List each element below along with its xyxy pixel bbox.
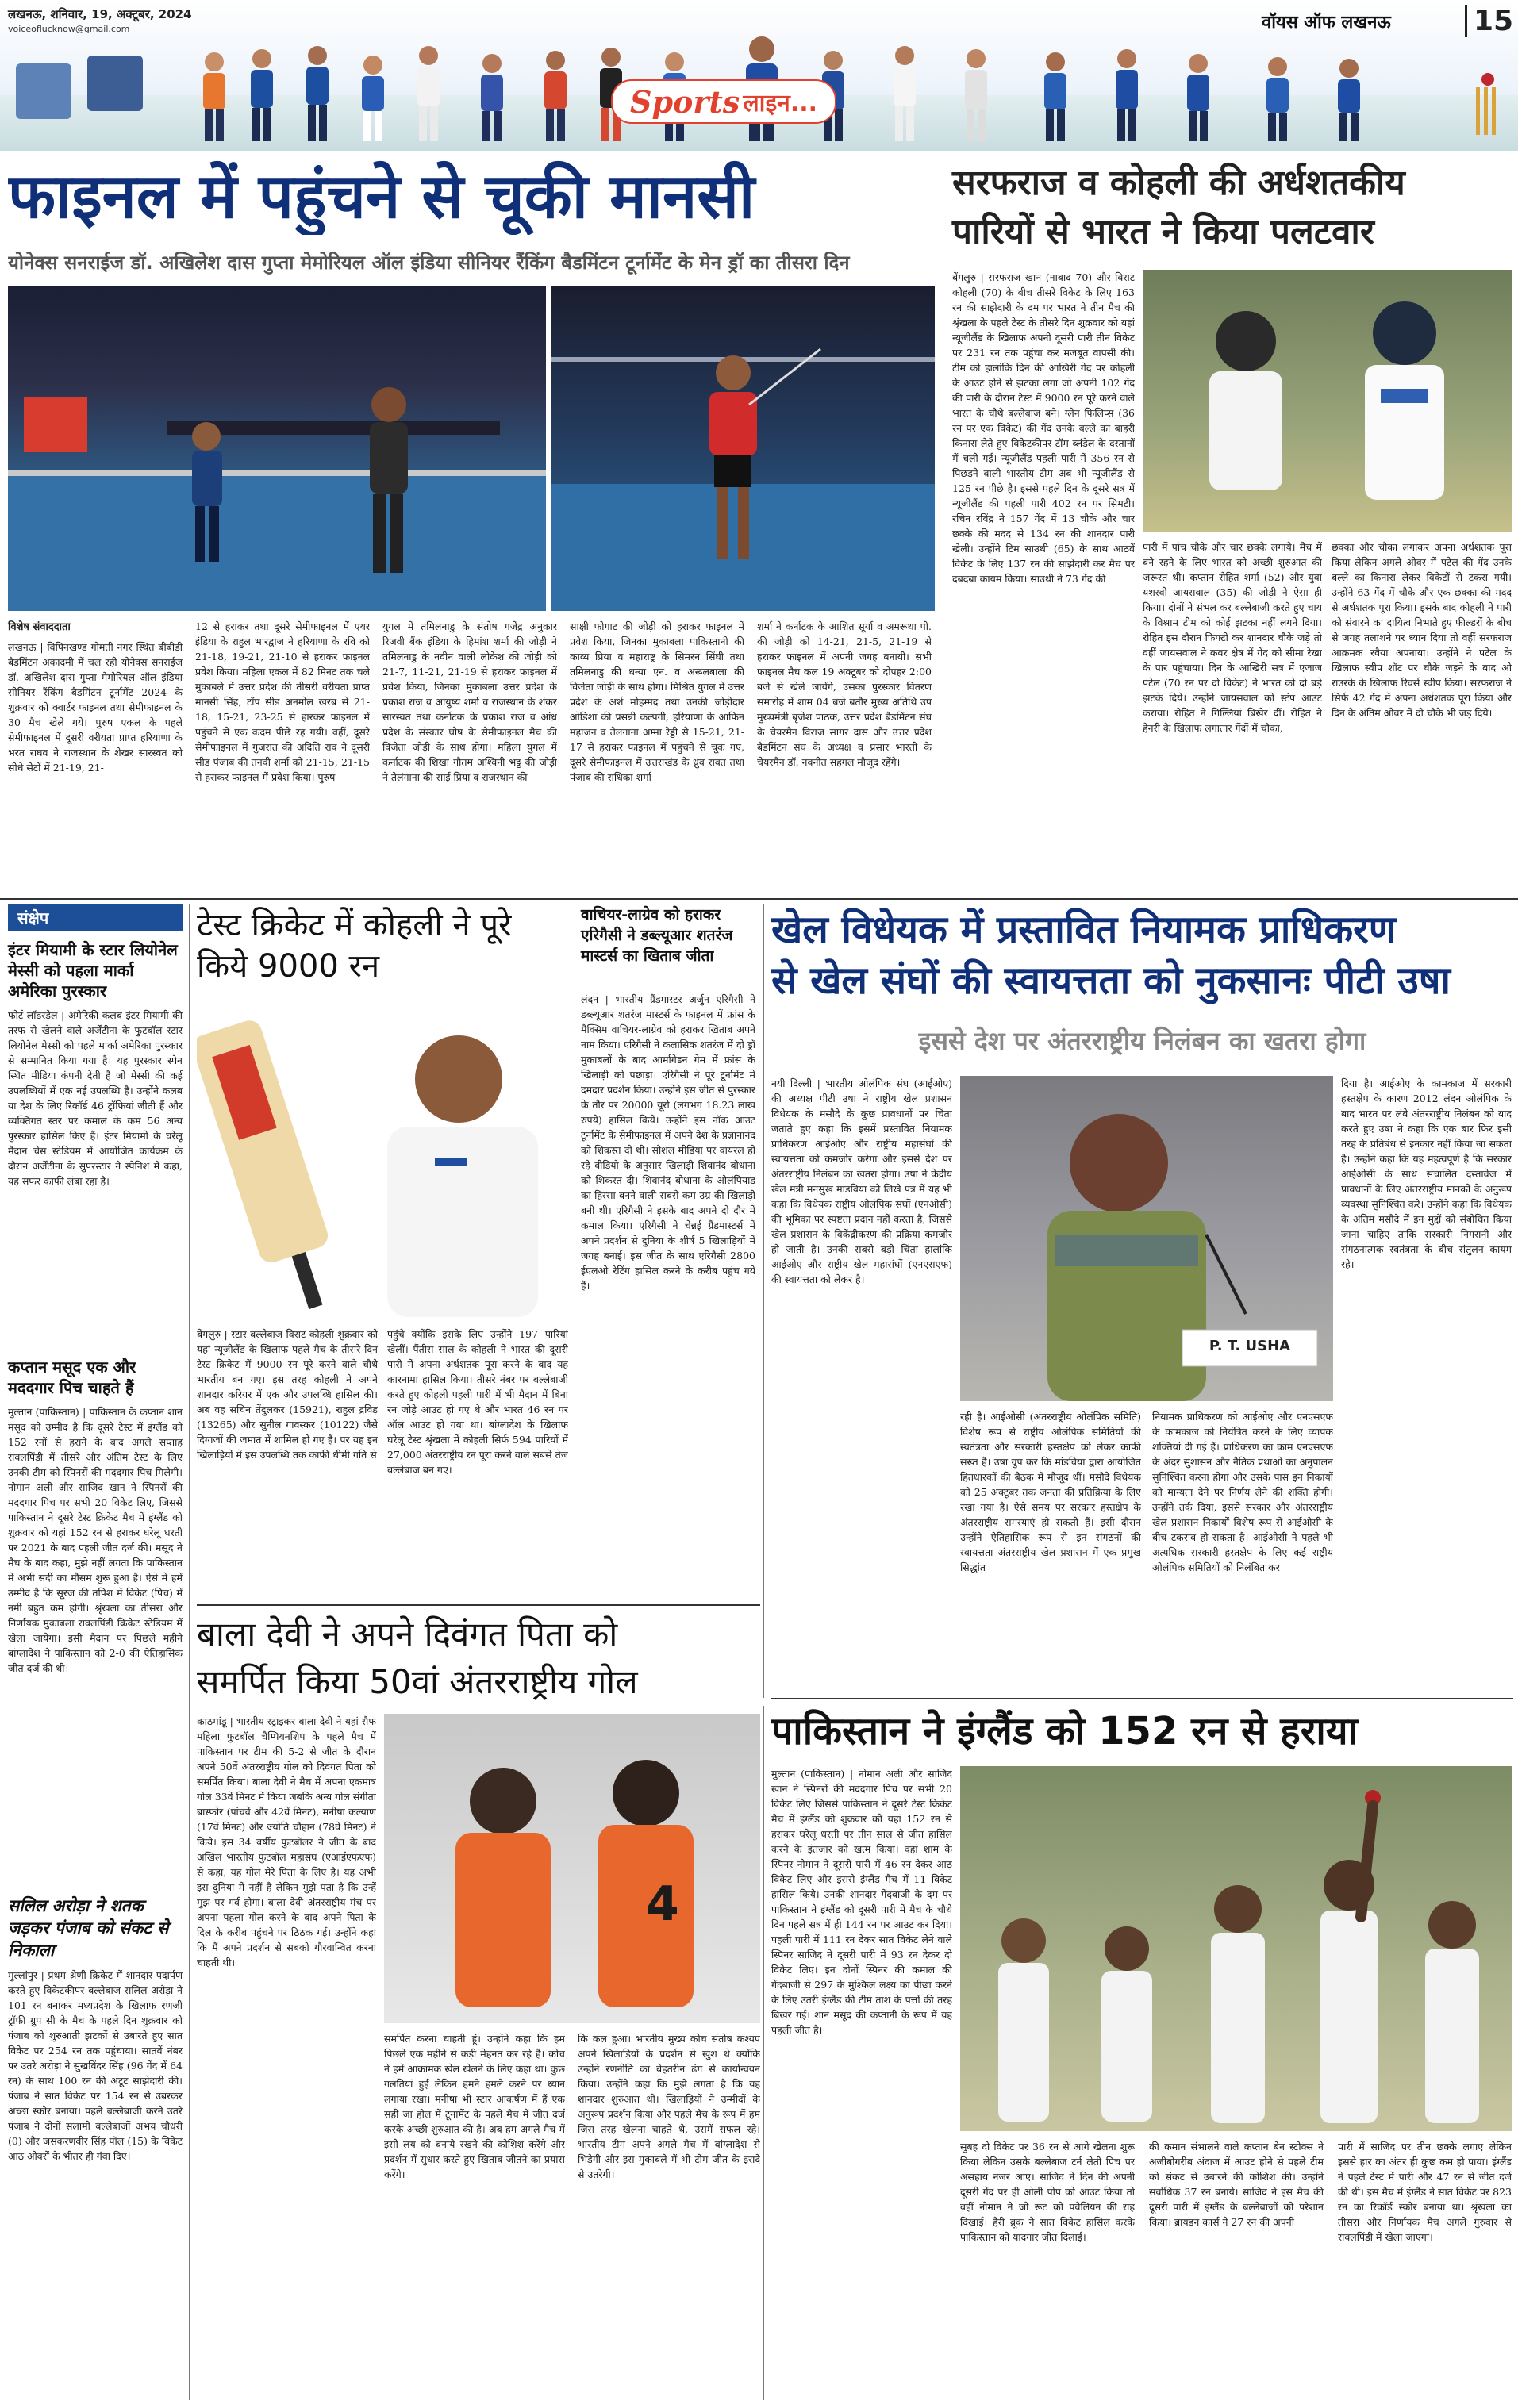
section-divider (771, 1698, 1513, 1699)
bala-col-3: कि कल हुआ। भारतीय मुख्य कोच संतोष कश्यप अपने खिलाड़ियों के प्रदर्शन से खुश थे क्योंकि उन्होंने रणनीति का बेहतरीन ढंग से कार्यान्वयन किया। उन्होंने कहा कि मुझे लगता है कि यह शानदार शुरुआत थी। खिलाड़ियों ने उम्मीदों के अनुरूप प्रदर्शन किया और पहले मैच के रूप में हम जिस तरह खेलना चाहते थे, उसमें सफल रहे। भारतीय टीम अपने अगले मैच में बांग्लादेश से भिड़ेगी और इस मुकाबले में भी टीम जीत के इरादे से उतरेगी। (578, 2033, 760, 2180)
brief-1-headline: इंटर मियामी के स्टार लियोनेल मेस्सी को पहला मार्का अमेरिका पुरस्कार (8, 940, 178, 1000)
headline-line-1: खेल विधेयक में प्रस्तावित नियामक प्राधिकरण (771, 908, 1397, 952)
contact-email: voiceoflucknow@gmail.com (8, 24, 130, 34)
arjun-text: लंदन | भारतीय ग्रैंडमास्टर अर्जुन एरिगैसी ने डब्ल्यूआर शतरंज मास्टर्स के फाइनल में फ्रांस के मैक्सिम वाचियर-लाग्रेव को हराकर खिताब अपने नाम किया। एरिगैसी ने कलासिक शतरंज में दो ड्रॉ मुकाबलों के बाद आर्मागेडन गेम में फ्रांस के खिलाड़ी को पछाड़ा। एरिगैसी ने पूरे टूर्नामेंट में दमदार प्रदर्शन किया। उन्होंने इस जीत से पुरस्कार के तौर पर 20000 यूरो (लगभग 18.23 लाख रुपये) हासिल किये। उन्होंने इस नॉक आउट टूर्नामेंट के सेमीफाइनल में अपने देश के प्रज्ञानानंद को शिकस्त दी थी। सोशल मीडिया पर वायरल हो रहे वीडियो के अनुसार खिलाड़ी शिवानंद बोधाना को शिकस्त दी। शिवानंद बोधाना के ओलंपियाड का हिस्सा बनने वाली सबसे कम उम्र की खिलाड़ी बनी थी। एरिगैसी ने इसके बाद अपने दो दौर में कमाल किया। एरिगैसी ने चेन्नई ग्रैंडमास्टर्स में अपने प्रदर्शन से दुनिया के शीर्ष 5 खिलाड़ियों में जगह बनाई। इस जीत के साथ एरिगैसी 2800 ईएलओ रेटिंग हासिल करने के करीब पहुंच गये हैं। (581, 993, 755, 1292)
brief-2-headline: कप्तान मसूद एक और मददगार पिच चाहते हैं (8, 1358, 136, 1397)
pak-photo (960, 1766, 1512, 2131)
usha-col-1: नयी दिल्ली | भारतीय ओलंपिक संघ (आईओए) की अध्यक्ष पीटी उषा ने राष्ट्रीय खेल प्रशासन विधेयक के मसौदे के कुछ प्रावधानों पर चिंता जताते हुए कहा कि इसमें प्रस्तावित नियामक प्राधिकरण आईओए और राष्ट्रीय महासंघों की स्वायत्तता को कमजोर करेगा और इससे देश पर अंतरराष्ट्रीय निलंबन का खतरा होगा। उषा ने केंद्रीय खेल मंत्री मनसुख मांडविया को लिखे पत्र में यह भी कहा कि विधेयक राष्ट्रीय ओलंपिक संघों (एनओसी) की भूमिका पर स्पष्टता प्रदान नहीं करता है, जिससे खेल प्रशासन के विकेंद्रीकरण की प्रक्रिया कमजोर हो जाती है। उनकी सबसे बड़ी चिंता हालांकि आईओए और राष्ट्रीय खेल महासंघों (एनएसएफ) की स्वायत्तता को लेकर है। (771, 1077, 952, 1285)
arjun-headline: वाचियर-लाग्रेव को हराकर एरिगैसी ने डब्ल्यूआर शतरंज मास्टर्स का खिताब जीता (581, 906, 733, 965)
column-divider (763, 904, 764, 1698)
usha-col-4: दिया है। आईओए के कामकाज में सरकारी हस्तक्षेप के कारण 2012 लंदन ओलंपिक के बाद भारत पर लंबे अंतरराष्ट्रीय निलंबन को याद करते हुए उषा ने कहा कि एक बार फिर इसी तरह के प्रतिबंध से इनकार नहीं किया जा सकता है। उन्होंने कहा कि यह महत्वपूर्ण है कि सरकार आईओसी के साथ संचालित दस्तावेज में प्रावधानों के लिए अंतरराष्ट्रीय मानकों के अनुरूप व्यवस्था सुनिश्चित करे। उन्होंने कहा कि विधेयक के अंतिम मसौदे में इन मुद्दों को संबोधित किया जाना चाहिए ताकि सरकारी निगरानी और संगठनात्मक स्वतंत्रता के बीच संतुलन कायम रहे। (1341, 1077, 1512, 1270)
mansi-col-1: लखनऊ | विपिनखण्ड गोमती नगर स्थित बीबीडी बैडमिंटन अकादमी में चल रही योनेक्स सनराईज डॉ. अखिलेश दास गुप्ता मेमोरियल ऑल इंडिया सीनियर रैंकिंग बैडमिंटन टूर्नामेंट 2024 के शुक्रवार को क्वार्टर फाइनल तथा सेमीफाइनल के 30 मैच खेले गये। पुरुष एकल के पहले सेमीफाइनल में दूसरी वरीयता प्राप्त हरियाणा के भरत राघव ने राजस्थान के शेखर सारस्वत को सीधे सेटों में 21-19, 21- (8, 641, 183, 774)
mansi-col-4: साक्षी फोगाट की जोड़ी को हराकर फाइनल में प्रवेश किया, जिनका मुकाबला पाकिस्तानी की काव्य प्रिया व महाराष्ट्र के सिमरन सिंघी तथा तमिलनाडु की धन्या एन. व अरूलबाला की विजेता जोड़ी के साथ होगा। मिश्रित युगल में उत्तर प्रदेश के अर्श मोहम्मद तथा उनकी जोड़ीदार ओडिशा की प्रसन्नी कल्पगी, हरियाणा के आफिन महाजन व तेलंगाना अम्मा रेड्डी से 15-21, 21-17 से हराकर फाइनल में पहुंचने से चूक गए, दूसरे सेमीफाइनल में उत्तराखंड के ध्रुव रावत तथा पंजाब की राधिका शर्मा (570, 620, 744, 783)
pak-col-4: पारी में साजिद पर तीन छक्के लगाए लेकिन इससे हार का अंतर ही कुछ कम हो पाया। इंग्लैंड ने पहले टेस्ट में पारी और 47 रन से जीत दर्ज की थी। इस मैच में इंग्लैंड ने सात विकेट पर 823 रन का रिकॉर्ड स्कोर बनाया था। श्रृंखला का तीसरा और निर्णायक मैच अगले गुरुवार से रावलपिंडी में खेला जाएगा। (1338, 2141, 1512, 2243)
svg-text:4: 4 (646, 1876, 679, 1932)
pak-col-2: सुबह दो विकेट पर 36 रन से आगे खेलना शुरू किया लेकिन उसके बल्लेबाज टर्न लेती पिच पर असहाय नजर आए। साजिद ने दिन की अपनी दूसरी गेंद पर ही ओली पोप को आउट किया तो वहीं नोमान ने जो रूट को पवेलियन की राह दिखाई। हैरी ब्रूक ने सात विकेट हासिल करके पाकिस्तान को यादगार जीत दिलाई। (960, 2141, 1135, 2243)
section-title-hi: लाइन... (743, 89, 818, 117)
kohli-sarfaraz-col-3: छक्का और चौका लगाकर अपना अर्धशतक पूरा किया लेकिन अगले ओवर में पटेल की गेंद उनके बल्ले का किनारा लेकर विकेटों से टकरा गयी। उन्होंने 63 गेंद में चौके और एक छक्का की मदद से अर्धशतक पूरा किया। इसके बाद कोहली ने पारी को संवारने का दायित्व निभाते हुए फील्डरों के बीच से जगह तलाशने पर ध्यान दिया तो वहीं सरफराज आक्रमक रवैया अपनाया। उन्होंने ने पटेल के खिलाफ स्वीप शॉट पर चौके जड़ने के बाद ओ राउरके के खिलाफ रिवर्स स्वीप किया। सरफराज ने सिर्फ 42 गेंद में अपना अर्धशतक पूरा किया और दिन के अंतिम ओवर में दो चौके भी जड़ दिये। (1332, 541, 1512, 719)
usha-photo (960, 1076, 1333, 1401)
mansi-col-5: शर्मा ने कर्नाटक के आशित सूर्या व अमरूथा पी. की जोड़ी को 14-21, 21-5, 21-19 से हराकर फाइनल में अपनी जगह बनायी। सभी फाइनल मैच कल 19 अक्टूबर को दोपहर 2:00 बजे से खेले जायेंगे, उसका पुरस्कार वितरण समारोह में शाम 04 बजे बतौर मुख्य अतिथि उप मुख्यमंत्री बृजेश पाठक, उत्तर प्रदेश बैडमिंटन संघ के चेयरमैन विराज सागर दास और उत्तर प्रदेश बैडमिंटन संघ के अध्यक्ष व प्रसार भारती के चेयरमैन डॉ. नवनीत सहगल मौजूद रहेंगे। (757, 620, 932, 768)
stumps-icon (1476, 73, 1496, 135)
bala-col-2: समर्पित करना चाहती हूं। उन्होंने कहा कि हम पिछले एक महीने से कड़ी मेहनत कर रहे हैं। कोच ने हमें आक्रामक खेल खेलने के लिए कहा था। कुछ गलतियां हुईं लेकिन हमने हमले करने पर ध्यान लगाया रखा। मनीषा भी स्टार आकर्षण में हैं एक सही जा होल में टूनामेंट के पहले मैच में जीत दर्ज करके अच्छी शुरुआत की है। अब हम अगले मैच में इसी लय को बनाये रखने की कोशिश करेंगे और प्रदर्शन में सुधार करते हुए खिताब जीतने का प्रयास करेंगे। (384, 2033, 565, 2180)
brand-name: वॉयस ऑफ लखनऊ (1262, 13, 1391, 33)
kohli-sarfaraz-col-2: पारी में पांच चौके और चार छक्के लगाये। मैच में बने रहने के लिए भारत को अच्छी शुरुआत की जरूरत थी। कप्तान रोहित शर्मा (52) और युवा यशस्वी जायसवाल (35) की जोड़ी ने ऐसा ही किया। दोनों ने संभल कर बल्लेबाजी करते हुए चाय के विश्राम टीम को कोई झटका नहीं लगने दिया। रोहित इस दौरान फिफ्टी कर शानदार चौके जड़े तो वहीं जायसवाल ने कवर क्षेत्र में गेंद को सीमा रेखा के पार पहुंचाया। दिन के आखिरी सत्र में एजाज पटेल (70 रन पर दो विकेट) ने भारत को दो बड़े झटके दिये। उन्होंने जायसवाल को स्टंप आउट कराया। रोहित ने गिल्लियां बिखेर दीं। रोहित ने हेनरी के खिलाफ लगातार गेंदों में चौका, (1143, 541, 1322, 734)
pak-headline: पाकिस्तान ने इंग्लैंड को 152 रन से हराया (771, 1709, 1359, 1753)
usha-col-3: नियामक प्राधिकरण को आईओए और एनएसएफ के कामकाज को नियंत्रित करने के लिए व्यापक शक्तियां दी गई हैं। प्राधिकरण का काम एनएसएफ के अंदर सुशासन और नैतिक प्रथाओं का अनुपालन सुनिश्चित करना होगा और उसके पास इन निकायों को मान्यता देने पर निर्णय लेने की शक्ति होगी। उन्होंने तर्क दिया, इससे सरकार और अंतरराष्ट्रीय खेल प्रशासन निकायों विशेष रूप से आईओसी के बीच टकराव हो सकता है। आईओसी ने पहले भी अत्यधिक सरकारी हस्तक्षेप के लिए कई राष्ट्रीय ओलंपिक समितियों को निलंबित कर (1152, 1411, 1333, 1573)
brief-3-text: मुल्लांपुर | प्रथम श्रेणी क्रिकेट में शानदार पदार्पण करते हुए विकेटकीपर बल्लेबाज सलिल अरोड़ा ने 101 रन बनाकर मध्यप्रदेश के खिलाफ रणजी ट्रॉफी ग्रुप सी के मैच के पहले दिन शुक्रवार को पंजाब को शुरुआती झटकों से उबारते हुए सात विकेट पर 254 रन तक पहुंचाया। सातवें नंबर पर उतरे अरोड़ा ने सुखविंदर सिंह (96 गेंद में 64 रन) के साथ 100 रन की अटूट साझेदारी की। पंजाब ने सात विकेट पर 154 रन से उबरकर अच्छा स्कोर बनाया। पहले बल्लेबाजी करने उतरे पंजाब ने दोनों सलामी बल्लेबाजों अभय चौधरी (0) और जसकरणवीर सिंह पॉल (15) के विकेट आठ ओवरों के भीतर ही गंवा दिए। (8, 1969, 183, 2162)
column-divider (189, 904, 190, 2400)
mansi-col-2: 12 से हराकर तथा दूसरे सेमीफाइनल में एयर इंडिया के राहुल भारद्वाज ने हरियाणा के रवि को 21-18, 19-21, 21-10 से हराकर फाइनल प्रवेश किया। महिला एकल में 82 मिनट तक चले मुकाबले में उत्तर प्रदेश की तीसरी वरीयता प्राप्त मानसी सिंह, टॉप सीड अनमोल खरब से 21-18, 15-21, 23-25 से हारकर फाइनल में पहुंचने से एक कदम पीछे रह गयी। वहीं, दूसरे सेमीफाइनल में गुजरात की अदिति राव ने दूसरी सीड पंजाब की तनवी शर्मा को 21-15, 21-15 से हराकर फाइनल में प्रवेश किया। पुरुष (195, 620, 370, 783)
headline-line-2: से खेल संघों की स्वायत्तता को नुकसानः पीटी उषा (771, 958, 1451, 1003)
brief-2-text: मुल्तान (पाकिस्तान) | पाकिस्तान के कप्तान शान मसूद को उम्मीद है कि दूसरे टेस्ट में इंग्लैंड को 152 रनों से हराने के बाद अगले सप्ताह रावलपिंडी में तीसरे और अंतिम टेस्ट के लिए उनकी टीम को स्पिनरों की मददगार पिच मिलेगी। नोमान अली और साजिद खान ने स्पिनरों की मददगार पिच पर सभी 20 विकेट लिए, जिससे पाकिस्तान ने दूसरे टेस्ट क्रिकेट मैच में इंग्लैंड को शुक्रवार को यहां 152 रन से हराकर घरेलू धरती पर 2021 के बाद पहली जीत दर्ज की। मसूद ने मैच के बाद कहा, मुझे नहीं लगता कि पाकिस्तान में अभी सर्दी का मौसम शुरू हुआ है। ऐसे में हमें उम्मीद है कि सूरज की तपिश में विकेट (पिच) में नमी बहुत कम होगी। श्रृंखला का तीसरा और निर्णायक मुकाबला रावलपिंडी क्रिकेट स्टेडियम में खेला जायेगा। इसी मैदान पर पिछले महीने बांग्लादेश ने पाकिस्तान को 2-0 की ऐतिहासिक जीत दर्ज की थी। (8, 1406, 183, 1674)
dateline: लखनऊ, शनिवार, 19, अक्टूबर, 2024 (8, 7, 192, 21)
mansi-headline: फाइनल में पहुंचने से चूकी मानसी (8, 161, 755, 232)
mansi-byline (8, 619, 183, 633)
section-title (611, 79, 836, 124)
kohli9000-photo (197, 992, 568, 1317)
mansi-col-3: युगल में तमिलनाडु के संतोष गजेंद्र अनुकार रिजवी बैंक इंडिया के हिमांश शर्मा की जोड़ी ने तमिलनाडु के नवीन वाली लोकेश की जोड़ी को 21-7, 11-21, 21-19 से हराकर फाइनल में प्रवेश किया, जिनका मुकाबला उत्तर प्रदेश के प्रकाश राज व आयुष्य शर्मा व राजस्थान के शंकर सारस्वत तथा कर्नाटक के प्रकाश राज व आंध्र प्रदेश के संस्कार घोष के सेमीफाइनल मैच की विजेता जोड़ी के साथ होगा। महिला युगल में कर्नाटक की शिखा गौतम अश्विनी भट्ट की जोड़ी ने तेलंगाना की साई प्रिया व राजस्थान की (382, 620, 557, 783)
section-divider (0, 898, 1518, 900)
pak-col-1: मुल्तान (पाकिस्तान) | नोमान अली और साजिद खान ने स्पिनरों की मददगार पिच पर सभी 20 विकेट लिए जिससे पाकिस्तान ने दूसरे टेस्ट क्रिकेट मैच में इंग्लैंड को शुक्रवार को यहां 152 रन से हराकर घरेलू धरती पर तीन साल से जीत हासिल करने के इंतजार को खत्म किया। वहां शाम के स्पिनर नोमान ने दूसरी पारी में 46 रन देकर आठ विकेट लिए और इससे इंग्लैंड मैच में 11 विकेट हासिल किये। उनकी शानदार गेंदबाजी के दम पर पाकिस्तान ने इंग्लैंड को दूसरी पारी में मैच के चौथे दिन पहले सत्र में ही 144 रन पर आउट कर दिया। पहली पारी में 111 रन देकर सात विकेट लेने वाले स्पिनर साजिद ने दूसरी पारी में 93 रन देकर दो विकेट लिए। इन दोनों स्पिनर की कमाल की गेंदबाजी से 297 के मुश्किल लक्ष्य का पीछा करने के लिए उतरी इंग्लैंड की टीम ताश के पत्तों की तरह बिखर गई। शान मसूद की कप्तानी के रूप में यह पहली जीत है। (771, 1768, 952, 2036)
section-divider (197, 1604, 760, 1606)
page-number: 15 (1465, 5, 1513, 37)
kohli-sarfaraz-headline (952, 159, 1512, 257)
kohli-sarfaraz-col-1: बेंगलुरु | सरफराज खान (नाबाद 70) और विराट कोहली (70) के बीच तीसरे विकेट के लिए 163 रन की साझेदारी के दम पर भारत ने तीन मैच की श्रृंखला के पहले टेस्ट के तीसरे दिन शुक्रवार को यहां न्यूजीलैंड के खिलाफ अपनी दूसरी पारी तीन विकेट पर 231 रन तक पहुंचा कर मजबूत वापसी की। टीम को हालांकि दिन की आखिरी गेंद पर कोहली के आउट होने से झटका लगा जो अपनी 102 गेंद की पारी के दौरान टेस्ट में 9000 रन पूरे करने वाले भारत के चौथे बल्लेबाज बने। ग्लेन फिलिप्स (36 रन पर एक विकेट) की गेंद उनके बल्ले का बाहरी किनारा लेते हुए विकेटकीपर टॉम ब्लंडेल के दस्तानों में चली गई। न्यूजीलैंड पहली पारी में 356 रन से पिछड़ने वाली भारतीय टीम अब भी न्यूजीलैंड से 125 रन पीछे है। इससे पहले दिन के दूसरे सत्र में न्यूजीलैंड की पहली पारी 402 रन पर सिमटी। रचिन रविंद्र ने 157 गेंद में 13 चौके और चार छक्के की मदद से 134 रन की शानदार पारी खेली। उन्होंने टिम साउथी (65) के साथ आठवें विकेट के लिए 137 रन की साझेदारी कर मैच पर दबदबा कायम किया। साउथी ने 73 गेंद की (952, 271, 1135, 585)
bala-photo (384, 1714, 760, 2023)
kohli9000-col-2: पहुंचे क्योंकि इसके लिए उन्होंने 197 पारियां खेलीं। पैंतीस साल के कोहली ने भारत की दूसरी पारी में अपना अर्धशतक पूरा करने के बाद यह कारनामा हासिल किया। तीसरे नंबर पर बल्लेबाजी करते हुए कोहली पहली पारी में भी मैदान में बिना रन जोड़े आउट हो गए थे और भारत 46 रन पर ऑल आउट हो गया था। बांग्लादेश के खिलाफ घरेलू टेस्ट श्रृंखला में कोहली सिर्फ 594 पारियों में 27,000 अंतरराष्ट्रीय रन पूरा करने वाले सबसे तेज बल्लेबाज बन गए। (387, 1328, 568, 1476)
kohli9000-col-1: बेंगलुरु | स्टार बल्लेबाज विराट कोहली शुक्रवार को यहां न्यूजीलैंड के खिलाफ पहले मैच के तीसरे दिन टेस्ट क्रिकेट में 9000 रन पूरे करने वाले चौथे भारतीय बन गए। इस तरह कोहली ने अपने शानदार करियर में एक और उपलब्धि हासिल की। अब वह सचिन तेंदुलकर (15921), राहुल द्रविड़ (13265) और सुनील गावस्कर (10122) जैसे दिग्गजों की जमात में शामिल हो गए हैं। पर यह इन खिलाड़ियों में इस उपलब्धि तक काफी धीमी गति से (197, 1328, 378, 1461)
bala-col-1: काठमांडू | भारतीय स्ट्राइकर बाला देवी ने यहां सैफ महिला फुटबॉल चैम्पियनशिप के पहले मैच में पाकिस्तान पर टीम की 5-2 से जीत के दौरान अपने 50वें अंतरराष्ट्रीय गोल को दिवंगत पिता को समर्पित किया। बाला देवी ने मैच में अपना एकमात्र गोल 33वें मिनट में किया जबकि अन्य गोल संगीता बास्फोर (पांचवें और 42वें मिनट), मनीषा कल्याण (17वें मिनट) और ज्योति चौहान (78वें मिनट) ने किये। इस 34 वर्षीय फुटबॉलर ने जीत के बाद अखिल भारतीय फुटबॉल महासंघ (एआईएफएफ) से कहा, यह गोल मेरे पिता के लिए है। यह अभी इस दुनिया में नहीं है लेकिन मुझे पता है कि उन्हें मुझ पर गर्व होगा। बाला देवी अंतरराष्ट्रीय मंच पर अपना पहला गोल करने के बाद अपने पिता के दिल के करीब पहुंचने पर ठिठक गई। उन्होंने कहा कि मैं अपने प्रदर्शन से सबको गौरवान्वित करना चाहती थी। (197, 1715, 376, 1968)
usha-deck: इससे देश पर अंतरराष्ट्रीय निलंबन का खतरा होगा (918, 1026, 1366, 1056)
name-plate: P. T. USHA (1209, 1338, 1291, 1354)
pak-col-3: की कमान संभालने वाले कप्तान बेन स्टोक्स ने अजीबोगरीब अंदाज में आउट होने से पहले टीम को संकट से उबारने की कोशिश की। उन्होंने सर्वाधिक 37 रन बनाये। साजिद ने इस मैच की दूसरी पारी में इंग्लैंड के बल्लेबाजों को परेशान किया। ब्रायडन कार्स ने 27 रन की अपनी (1149, 2141, 1324, 2228)
kohli-sarfaraz-photo (1143, 270, 1512, 532)
headline-line-1: बाला देवी ने अपने दिवंगत पिता को (197, 1615, 618, 1653)
kohli9000-headline: टेस्ट क्रिकेट में कोहली ने पूरे किये 9000 रन (197, 907, 512, 985)
brief-3-headline: सलिल अरोड़ा ने शतक जड़कर पंजाब को संकट से निकाला (8, 1896, 169, 1960)
column-divider (763, 1706, 764, 2400)
mansi-photo-left (8, 286, 546, 611)
mansi-deck: योनेक्स सनराईज डॉ. अखिलेश दास गुप्ता मेमोरियल ऑल इंडिया सीनियर रैंकिंग बैडमिंटन टूर्नामेंट के मेन ड्रॉ का तीसरा दिन (8, 252, 850, 274)
usha-col-2: रही है। आईओसी (अंतरराष्ट्रीय ओलंपिक समिति) विशेष रूप से राष्ट्रीय ओलंपिक समितियों की स्वतंत्रता और सरकारी हस्तक्षेप को लेकर काफी सख्त है। उषा ग्रुप कर कि मांडविया द्वारा आयोजित हितधारकों की बैठक में मौजूद थीं। मसौदे विधेयक को 25 अक्टूबर तक जनता की प्रतिक्रिया के लिए रखा गया है। ऐसे समय पर सरकार हस्तक्षेप के अंतरराष्ट्रीय समस्याएं हो सकती हैं। इसी दौरान उन्होंने ऐतिहासिक रूप से इन संगठनों की स्वायत्तता अंतरराष्ट्रीय खेल प्रशासन में एक प्रमुख सिद्धांत (960, 1411, 1141, 1573)
headline-line-1: सरफराज व कोहली की अर्धशतकीय (952, 163, 1405, 203)
usha-headline (771, 904, 1513, 1006)
headline-line-2: पारियों से भारत ने किया पलटवार (952, 212, 1374, 252)
headline-line-2: समर्पित किया 50वां अंतरराष्ट्रीय गोल (197, 1662, 638, 1701)
bala-headline (197, 1611, 760, 1706)
section-title-en: Sports (630, 83, 740, 120)
masthead-banner (0, 0, 1518, 151)
byline-name: विशेष संवाददाता (8, 621, 71, 633)
mansi-photo-right (551, 286, 935, 611)
brief-1-text: फोर्ट लॉडरडेल | अमेरिकी कलब इंटर मियामी की तरफ से खेलने वाले अर्जेंटीना के फुटबॉल स्टार लियोनेल मेस्सी को पहले मार्का अमेरिका पुरस्कार से सम्मानित किया गया है। यह पुरस्कार स्पेन स्थित मीडिया कंपनी देती है जो मेस्सी की कई उपलब्धियों में एक नई उपलब्धि है। उन्होंने कलब या देश के लिए रिकॉर्ड 46 ट्रॉफियां जीती हैं और व्यक्तिगत स्तर पर कमाल के कम 56 अन्य पुरस्कार हासिल किए हैं। इंटर मियामी के घरेलू मैदान चेस स्टेडियम में आयोजित कार्यक्रम के दौरान अर्जेंटीना के सुपरस्टार ने स्पेनिश में कहा, यह सफर काफी लंबा रहा है। (8, 1009, 183, 1187)
brief-label: संक्षेप (8, 904, 183, 931)
